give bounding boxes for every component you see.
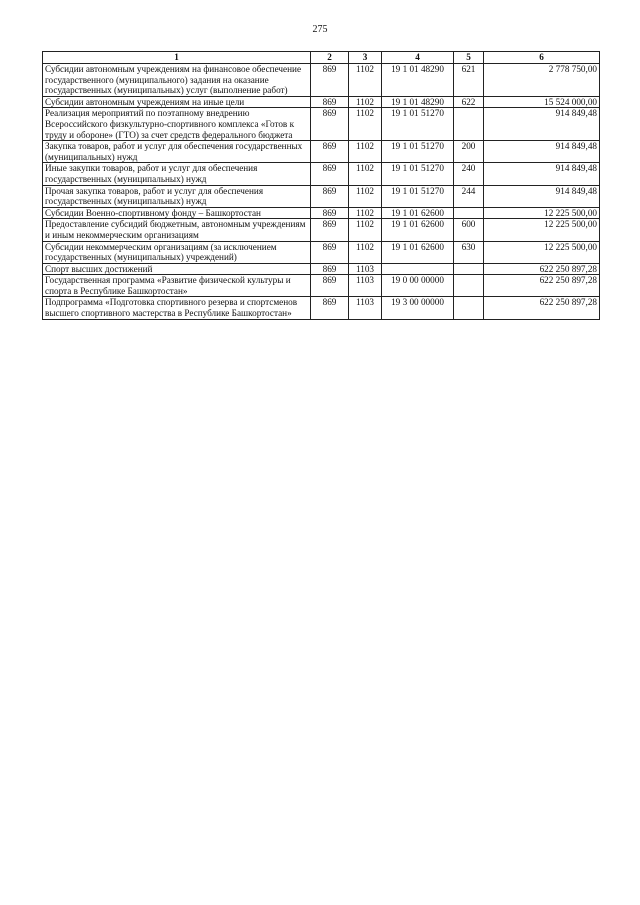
cell-amount: 622 250 897,28 xyxy=(484,275,600,297)
header-col-5: 5 xyxy=(454,52,484,64)
cell-code-5 xyxy=(454,297,484,319)
cell-code-2: 869 xyxy=(311,108,349,141)
cell-code-5 xyxy=(454,263,484,275)
cell-code-5: 244 xyxy=(454,185,484,207)
table-row xyxy=(43,275,600,297)
cell-code-3: 1102 xyxy=(349,207,382,219)
cell-code-5 xyxy=(454,275,484,297)
cell-code-3: 1102 xyxy=(349,141,382,163)
header-col-4: 4 xyxy=(382,52,454,64)
cell-code-3: 1102 xyxy=(349,108,382,141)
cell-description: Подпрограмма «Подготовка спортивного резерва и спортсменов высшего спортивного мастерства в Республике Башкортостан» xyxy=(43,297,311,319)
cell-code-2: 869 xyxy=(311,241,349,263)
cell-code-4: 19 1 01 62600 xyxy=(382,207,454,219)
table-row xyxy=(43,241,600,263)
header-col-6: 6 xyxy=(484,52,600,64)
cell-code-5: 600 xyxy=(454,219,484,241)
cell-code-2: 869 xyxy=(311,64,349,97)
cell-code-3: 1102 xyxy=(349,64,382,97)
cell-code-4: 19 1 01 51270 xyxy=(382,163,454,185)
budget-table xyxy=(42,51,600,320)
cell-description: Субсидии автономным учреждениям на иные цели xyxy=(43,96,311,108)
cell-amount: 12 225 500,00 xyxy=(484,241,600,263)
cell-description: Субсидии автономным учреждениям на финансовое обеспечение государственного (муниципального) задания на оказание государственных (муниципальных) услуг (выполнение работ) xyxy=(43,64,311,97)
cell-amount: 2 778 750,00 xyxy=(484,64,600,97)
cell-description: Спорт высших достижений xyxy=(43,263,311,275)
cell-code-3: 1102 xyxy=(349,163,382,185)
cell-description: Государственная программа «Развитие физической культуры и спорта в Республике Башкортостан» xyxy=(43,275,311,297)
header-col-1: 1 xyxy=(43,52,311,64)
cell-amount: 914 849,48 xyxy=(484,141,600,163)
cell-code-4: 19 1 01 62600 xyxy=(382,219,454,241)
cell-amount: 914 849,48 xyxy=(484,163,600,185)
header-col-3: 3 xyxy=(349,52,382,64)
cell-code-2: 869 xyxy=(311,297,349,319)
cell-amount: 12 225 500,00 xyxy=(484,207,600,219)
cell-code-2: 869 xyxy=(311,163,349,185)
cell-amount: 622 250 897,28 xyxy=(484,297,600,319)
cell-code-4: 19 1 01 48290 xyxy=(382,96,454,108)
cell-code-2: 869 xyxy=(311,263,349,275)
cell-code-3: 1102 xyxy=(349,185,382,207)
cell-description: Предоставление субсидий бюджетным, автономным учреждениям и иным некоммерческим организациям xyxy=(43,219,311,241)
cell-code-5 xyxy=(454,207,484,219)
cell-amount: 12 225 500,00 xyxy=(484,219,600,241)
table-row xyxy=(43,163,600,185)
table-row xyxy=(43,185,600,207)
table-row xyxy=(43,219,600,241)
cell-description: Субсидии некоммерческим организациям (за исключением государственных (муниципальных) учреждений) xyxy=(43,241,311,263)
table-row xyxy=(43,297,600,319)
cell-code-4: 19 1 01 51270 xyxy=(382,185,454,207)
table-header-row xyxy=(43,52,600,64)
header-col-2: 2 xyxy=(311,52,349,64)
table-row xyxy=(43,96,600,108)
cell-code-5: 622 xyxy=(454,96,484,108)
cell-code-2: 869 xyxy=(311,141,349,163)
cell-code-2: 869 xyxy=(311,185,349,207)
table-row xyxy=(43,263,600,275)
cell-code-5: 240 xyxy=(454,163,484,185)
cell-code-4: 19 1 01 51270 xyxy=(382,141,454,163)
cell-code-4 xyxy=(382,263,454,275)
cell-code-5: 621 xyxy=(454,64,484,97)
cell-description: Реализация мероприятий по поэтапному внедрению Всероссийского физкультурно-спортивного комплекса «Готов к труду и обороне» (ГТО) за счет средств федерального бюджета xyxy=(43,108,311,141)
cell-amount: 914 849,48 xyxy=(484,108,600,141)
cell-code-5: 630 xyxy=(454,241,484,263)
cell-code-4: 19 3 00 00000 xyxy=(382,297,454,319)
table-row xyxy=(43,207,600,219)
cell-code-3: 1102 xyxy=(349,219,382,241)
cell-code-3: 1102 xyxy=(349,96,382,108)
cell-code-5 xyxy=(454,108,484,141)
cell-code-5: 200 xyxy=(454,141,484,163)
cell-code-2: 869 xyxy=(311,207,349,219)
table-row xyxy=(43,108,600,141)
cell-code-4: 19 0 00 00000 xyxy=(382,275,454,297)
cell-code-2: 869 xyxy=(311,96,349,108)
cell-amount: 622 250 897,28 xyxy=(484,263,600,275)
cell-code-2: 869 xyxy=(311,275,349,297)
cell-code-3: 1103 xyxy=(349,263,382,275)
cell-description: Прочая закупка товаров, работ и услуг для обеспечения государственных (муниципальных) нужд xyxy=(43,185,311,207)
page-number: 275 xyxy=(312,24,328,35)
table-row xyxy=(43,141,600,163)
cell-amount: 15 524 000,00 xyxy=(484,96,600,108)
cell-description: Иные закупки товаров, работ и услуг для обеспечения государственных (муниципальных) нужд xyxy=(43,163,311,185)
cell-description: Закупка товаров, работ и услуг для обеспечения государственных (муниципальных) нужд xyxy=(43,141,311,163)
cell-description: Субсидии Военно-спортивному фонду – Башкортостан xyxy=(43,207,311,219)
cell-code-4: 19 1 01 51270 xyxy=(382,108,454,141)
cell-code-3: 1103 xyxy=(349,275,382,297)
table-row xyxy=(43,64,600,97)
cell-code-3: 1103 xyxy=(349,297,382,319)
cell-code-2: 869 xyxy=(311,219,349,241)
cell-code-4: 19 1 01 62600 xyxy=(382,241,454,263)
cell-code-3: 1102 xyxy=(349,241,382,263)
cell-amount: 914 849,48 xyxy=(484,185,600,207)
cell-code-4: 19 1 01 48290 xyxy=(382,64,454,97)
